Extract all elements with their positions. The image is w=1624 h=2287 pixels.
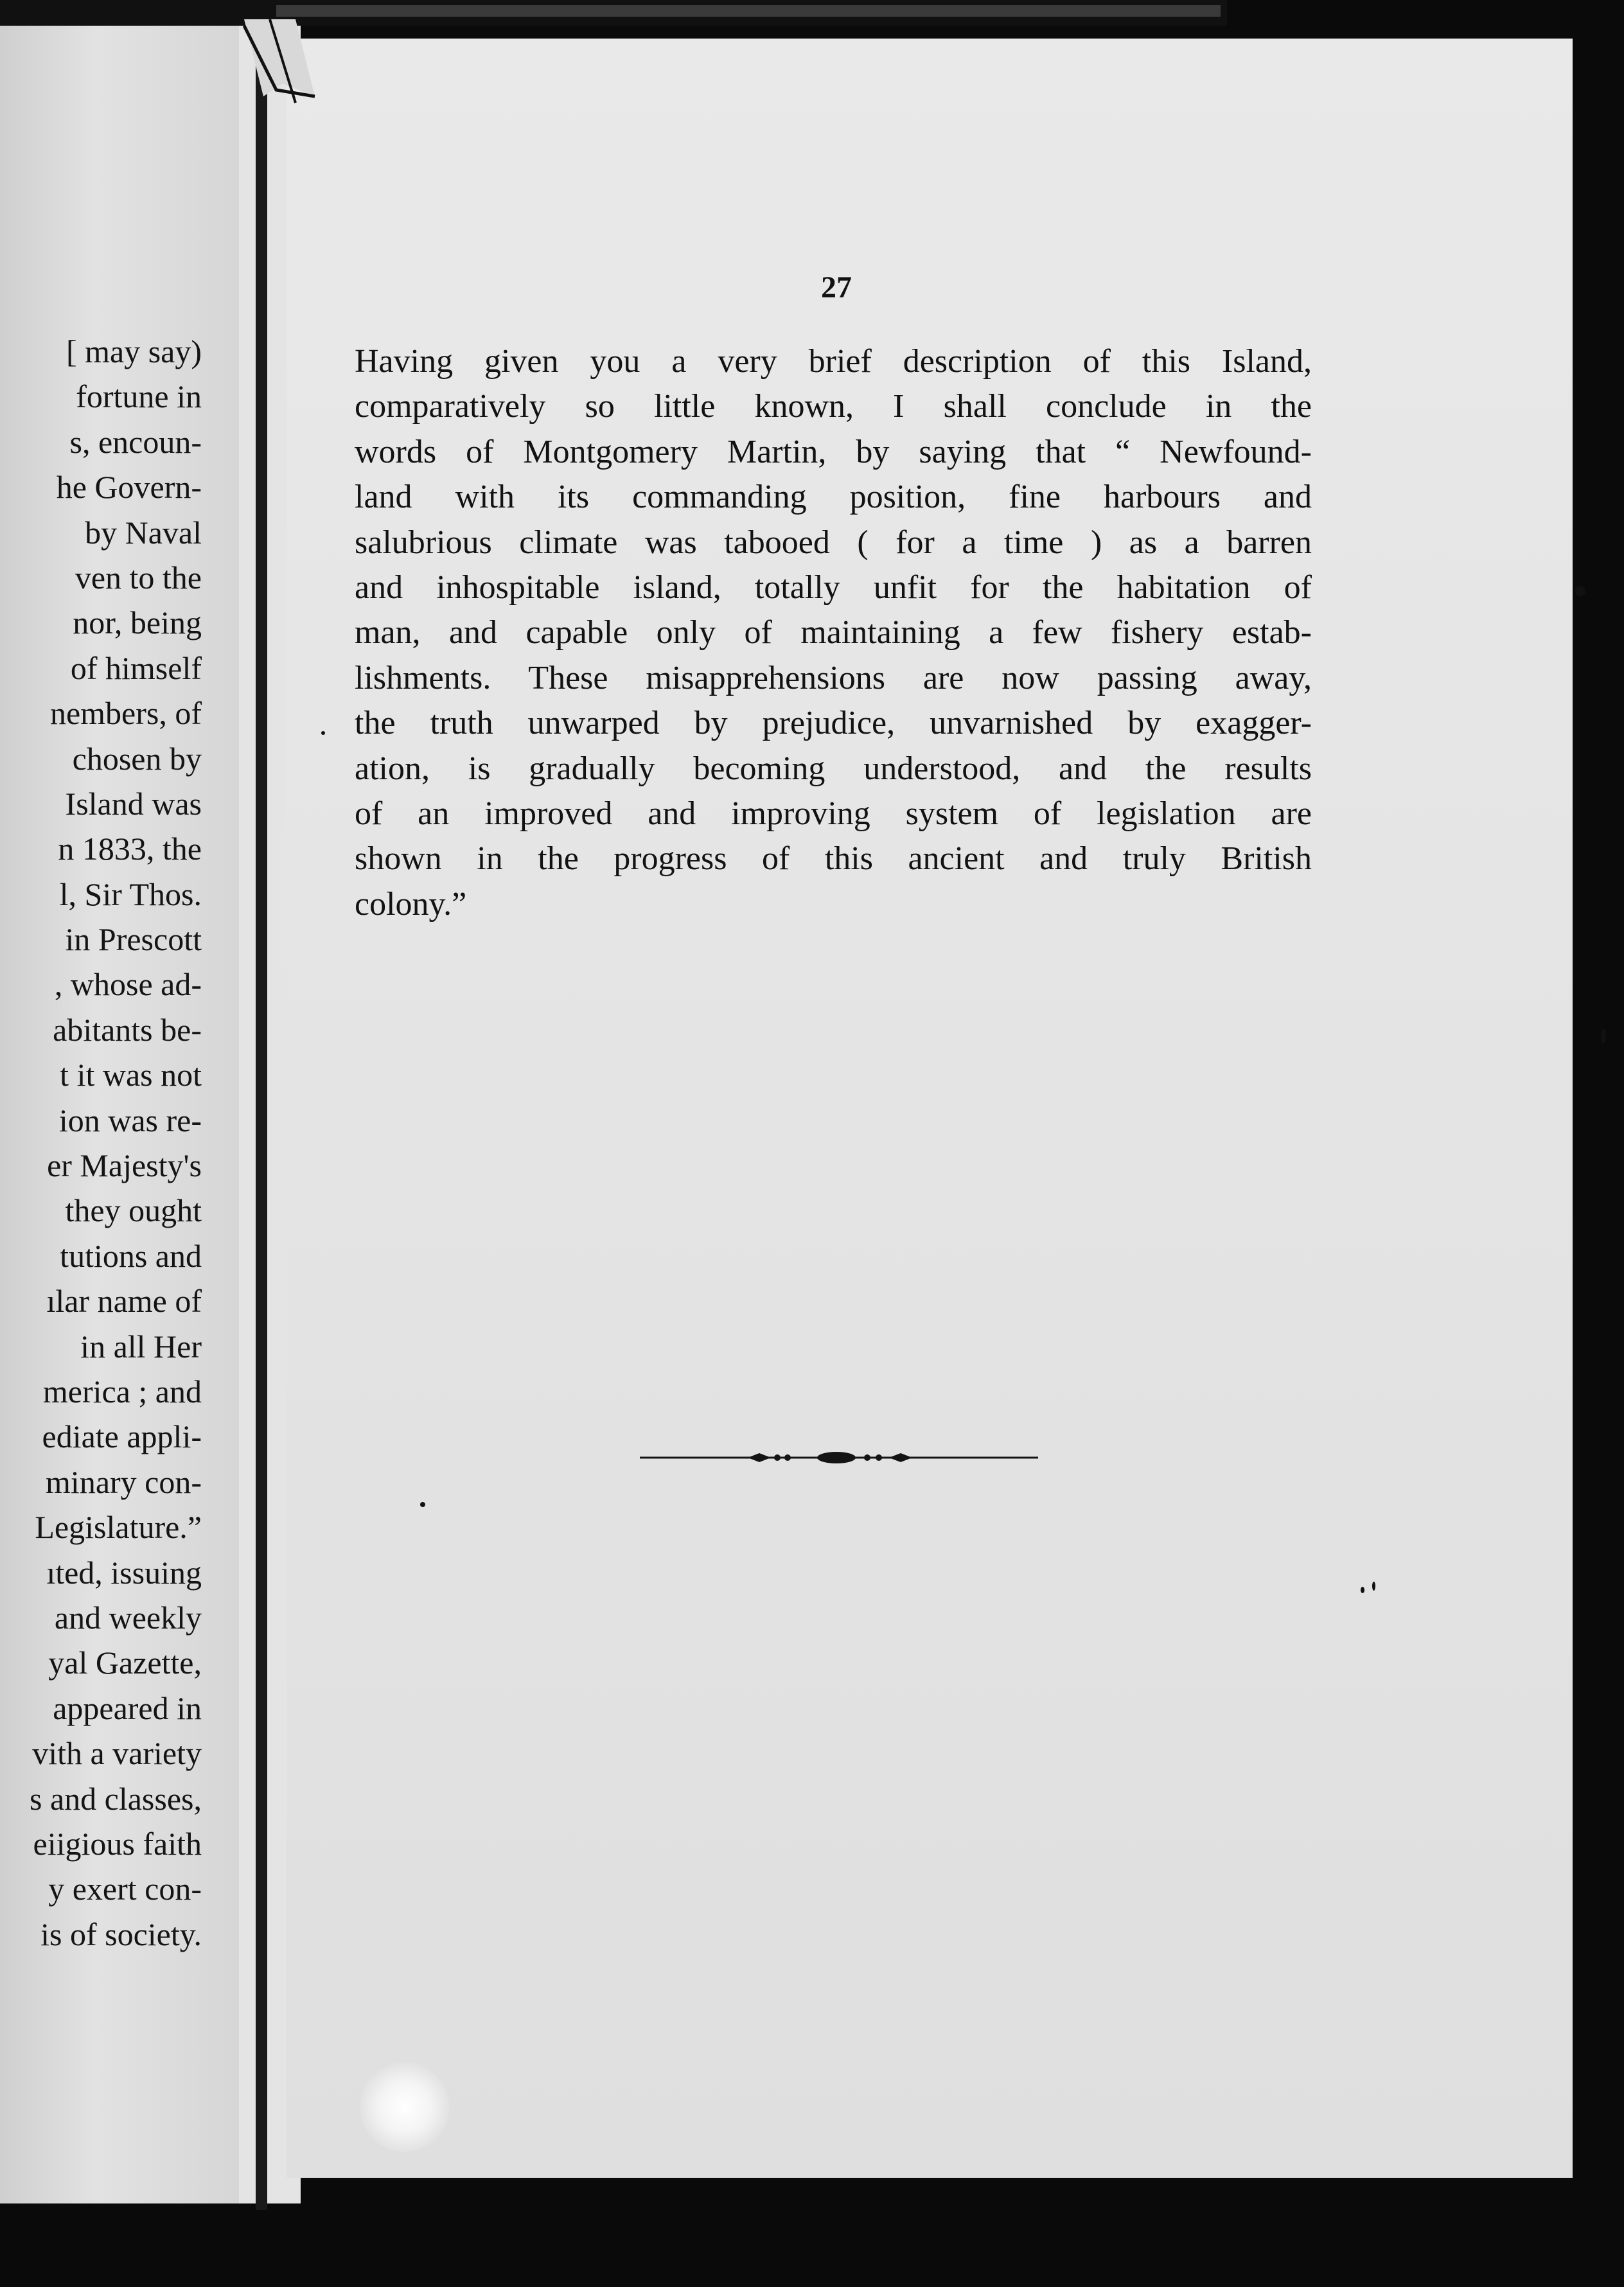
body-text-line: land with its commanding position, fine harbours and	[355, 479, 1312, 516]
previous-page-line: ediate appli-	[42, 1418, 202, 1455]
previous-page-text	[0, 329, 202, 1957]
previous-page-line: l, Sir Thos.	[59, 876, 202, 912]
previous-page-line: , whose ad-	[54, 966, 202, 1003]
body-text-line: lishments. These misapprehensions are now passing away,	[355, 659, 1312, 696]
previous-page-line: minary con-	[46, 1463, 202, 1500]
body-text-line: man, and capable only of maintaining a few fishery estab-	[355, 614, 1312, 651]
previous-page-line: he Govern-	[56, 469, 202, 506]
scan-light-glare	[360, 2062, 450, 2152]
previous-page-line: of himself	[70, 649, 202, 686]
previous-page-line: yal Gazette,	[48, 1645, 202, 1681]
body-text-line: of an improved and improving system of legislation are	[355, 795, 1312, 832]
previous-page-line: nor, being	[73, 605, 202, 641]
previous-page-line: eiigious faith	[33, 1825, 202, 1862]
body-text-line: ation, is gradually becoming understood, and the results	[355, 750, 1312, 787]
body-paragraph	[355, 339, 1312, 927]
previous-page-line: they ought	[65, 1192, 202, 1229]
previous-page-line: nembers, of	[49, 695, 202, 732]
scan-top-edge	[0, 0, 1227, 26]
previous-page-line: Island was	[65, 785, 202, 822]
previous-page-line: appeared in	[53, 1690, 202, 1726]
previous-page-line: vith a variety	[32, 1735, 202, 1772]
previous-page-line: fortune in	[76, 378, 202, 415]
body-text-line: Having given you a very brief description of this Island,	[355, 343, 1312, 380]
previous-page-line: n 1833, the	[58, 831, 202, 867]
previous-page-line: Legislature.”	[35, 1509, 202, 1546]
body-text-line: and inhospitable island, totally unfit for the habitation of	[355, 569, 1312, 606]
ornamental-rule-icon	[640, 1448, 1038, 1467]
previous-page-fragment	[0, 0, 239, 2203]
page-number: 27	[821, 270, 852, 305]
body-text-line: the truth unwarped by prejudice, unvarnished by exagger-	[355, 705, 1312, 742]
body-text-line: salubrious climate was tabooed ( for a time ) as a barren	[355, 524, 1312, 561]
previous-page-line: is of society.	[40, 1916, 202, 1952]
body-text-line: colony.”	[355, 885, 467, 923]
previous-page-line: er Majesty's	[47, 1147, 202, 1184]
previous-page-line: chosen by	[72, 740, 202, 777]
previous-page-line: in Prescott	[65, 921, 202, 958]
previous-page-line: abitants be-	[53, 1011, 202, 1048]
previous-page-line: in all Her	[80, 1328, 202, 1364]
previous-page-line: y exert con-	[48, 1871, 202, 1907]
gutter-shadow-line	[256, 26, 267, 2210]
previous-page-line: ven to the	[75, 559, 202, 596]
body-text-line: words of Montgomery Martin, by saying that “ Newfound-	[355, 433, 1312, 470]
previous-page-line: [ may say)	[66, 333, 202, 369]
previous-page-line: and weekly	[54, 1599, 202, 1636]
previous-page-line: ılar name of	[46, 1283, 202, 1320]
previous-page-line: t it was not	[60, 1057, 202, 1093]
body-text-line: shown in the progress of this ancient and truly British	[355, 840, 1312, 878]
previous-page-line: s, encoun-	[69, 423, 202, 460]
previous-page-line: by Naval	[85, 514, 202, 551]
page-corner-fold-icon	[225, 19, 334, 109]
previous-page-line: tutions and	[60, 1237, 202, 1274]
previous-page-line: ion was re-	[58, 1102, 202, 1138]
body-text-line: comparatively so little known, I shall conclude in the	[355, 388, 1312, 425]
previous-page-line: merica ; and	[42, 1373, 202, 1409]
scan-top-edge-inner	[276, 5, 1221, 17]
previous-page-line: ıted, issuing	[46, 1554, 202, 1591]
previous-page-line: s and classes,	[30, 1780, 202, 1817]
